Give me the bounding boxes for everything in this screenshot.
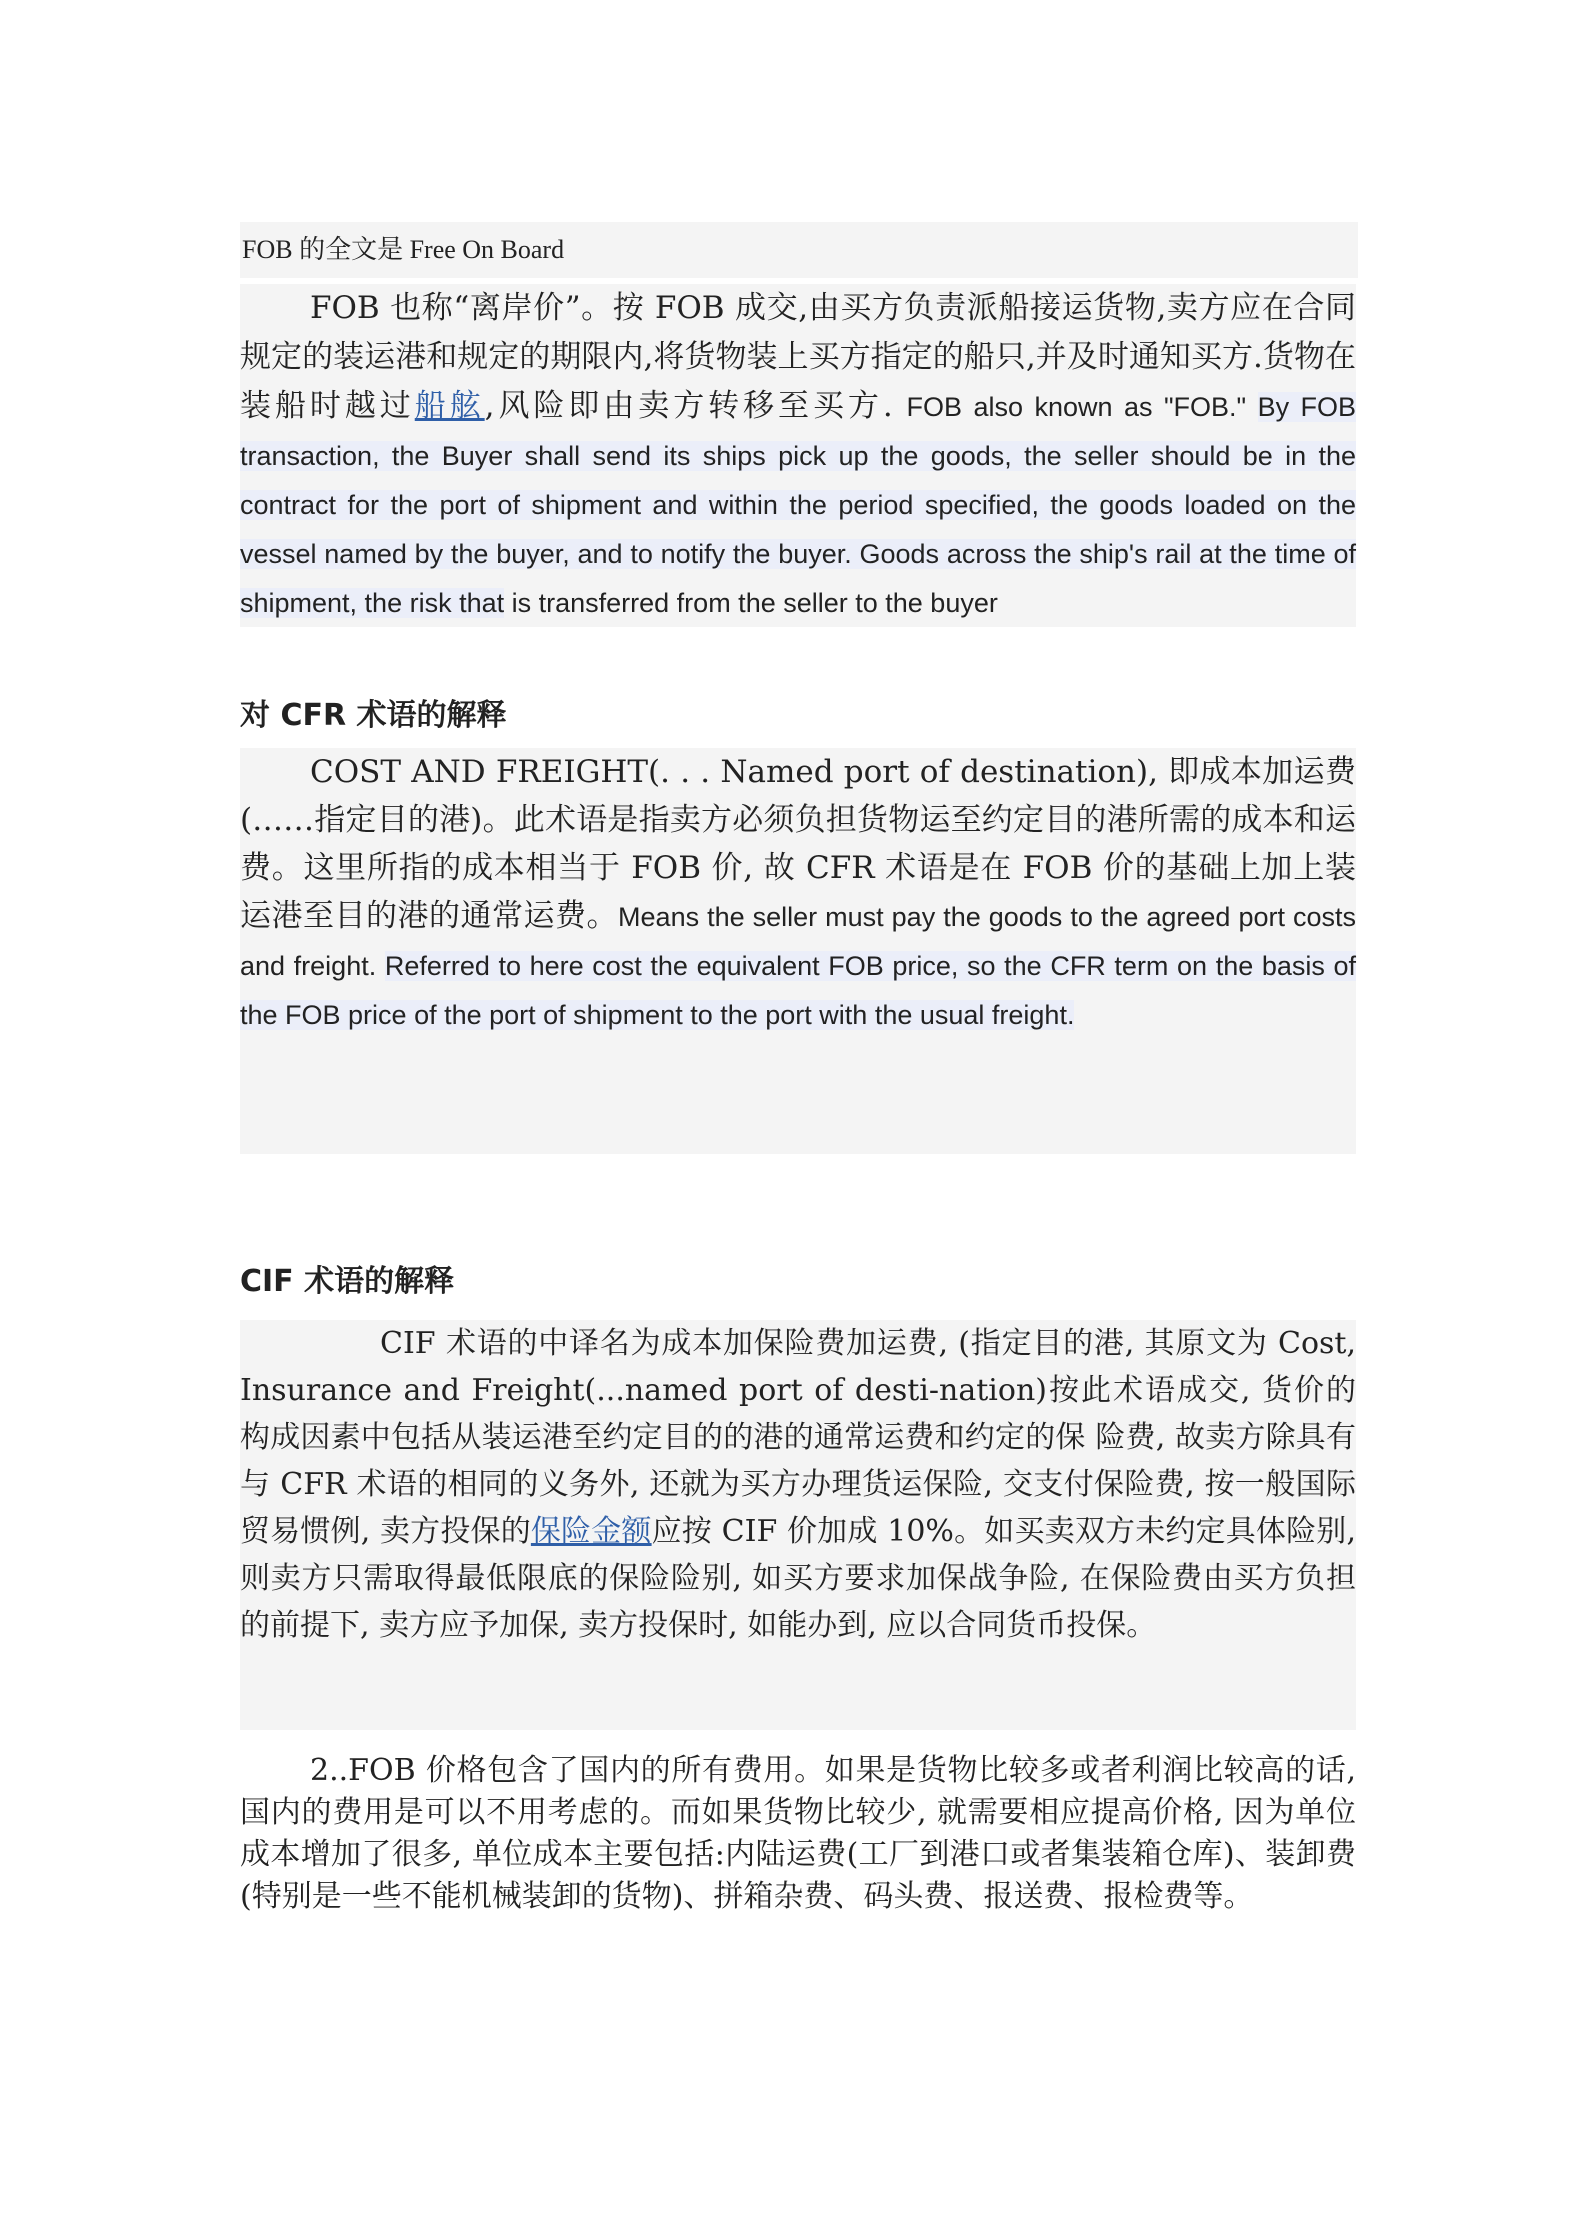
fob-cn-text: FOB 也称“离岸价”。按 FOB 成交,由买方负责派船接运货物,卖方应在合同规定的装运港和规定的期限内,将货物装上买方指定的船只,并及时通知买方.货物在装船时越过 [240, 290, 1356, 424]
fob-en-intro: FOB also known as "FOB." [906, 392, 1258, 422]
fob-en-tail: is transferred from the seller to the buyer [504, 588, 998, 618]
cfr-paragraph [240, 748, 1356, 1154]
fob-cn-text-2: ,风险即由卖方转移至买方. [484, 388, 907, 424]
fob-en-text: By FOB transaction, the Buyer shall send its ships pick up the goods, the seller should be in the contract for the port of shipment and within the period specified, the goods loaded on the vessel named by the buyer, and to notify the buyer. Goods across the ship's rail at the time of shipment, the risk that [240, 392, 1357, 618]
cif-paragraph [240, 1320, 1356, 1730]
cfr-cn-text: COST AND FREIGHT(. . . Named port of destination), 即成本加运费(……指定目的港)。此术语是指卖方必须负担货物运至约定目的港所需的成本和运费。这里所指的成本相当于 FOB 价, 故 CFR 术语是在 FOB 价的基础上加上装运港至目的港的通常运费。 [240, 754, 1356, 934]
fob-title-text: FOB 的全文是 Free On Board [242, 235, 565, 264]
cfr-en-text-2: Referred to here cost the equivalent FOB price, so the CFR term on the basis of the FOB price of the port of shipment to the port with the usual freight. [240, 951, 1357, 1030]
cif-heading [240, 1258, 1356, 1306]
fob-definition-title [240, 222, 1358, 278]
cfr-heading-text: 对 CFR 术语的解释 [240, 698, 507, 733]
ship-rail-link[interactable]: 船舷 [414, 388, 485, 424]
cfr-en-text-1: Means the seller must pay the goods to the agreed port costs and freight. [240, 902, 1356, 981]
cif-text-2: 应按 CIF 价加成 10%。如买卖双方未约定具体险别, 则卖方只需取得最低限底的保险险别, 如买方要求加保战争险, 在保险费由买方负担的前提下, 卖方应予加保, 卖方投保时, 如能办到, 应以合同货币投保。 [240, 1514, 1356, 1643]
fob-paragraph [240, 284, 1356, 627]
cif-heading-text: CIF 术语的解释 [240, 1264, 455, 1299]
insurance-amount-link[interactable]: 保险金额 [530, 1514, 652, 1549]
fob-price-paragraph [240, 1750, 1356, 1918]
cif-text-1: CIF 术语的中译名为成本加保险费加运费, (指定目的港, 其原文为 Cost, Insurance and Freight(...named port of desti-nation)按此术语成交, 货价的构成因素中包括从装运港至约定目的的港的通常运费和约定的保 险费, 故卖方除具有与 CFR 术语的相同的义务外, 还就为买方办理货运保险, 交支付保险费, 按一般国际贸易惯例, 卖方投保的 [240, 1326, 1356, 1549]
fob-price-text: 2..FOB 价格包含了国内的所有费用。如果是货物比较多或者利润比较高的话, 国内的费用是可以不用考虑的。而如果货物比较少, 就需要相应提高价格, 因为单位成本增加了很多, 单位成本主要包括:内陆运费(工厂到港口或者集装箱仓库)、装卸费(特别是一些不能机械装卸的货物)、拼箱杂费、码头费、报送费、报检费等。 [240, 1753, 1356, 1914]
cfr-heading [240, 692, 1356, 740]
